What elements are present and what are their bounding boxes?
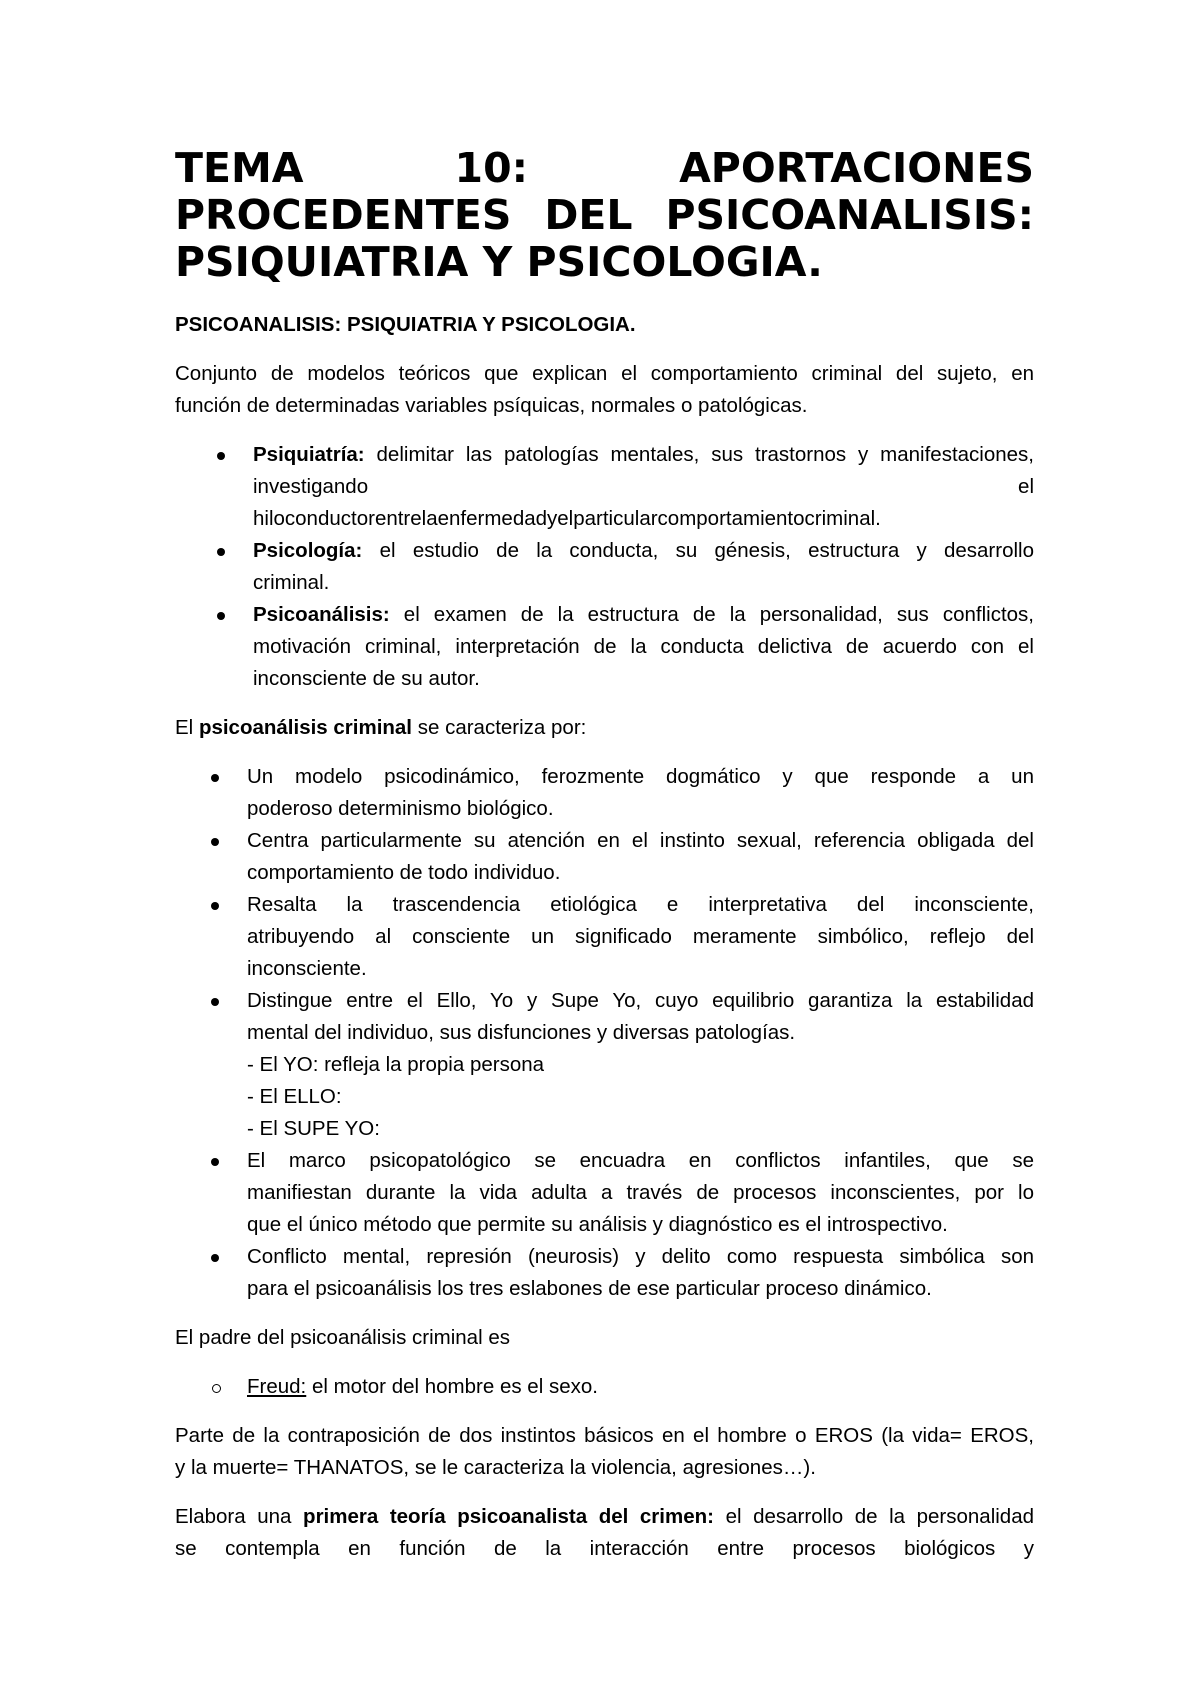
father-text: el motor del hombre es el sexo.: [311, 1375, 598, 1398]
circle-bullet-icon: [212, 1384, 221, 1393]
title-line: PSIQUIATRIA Y PSICOLOGIA.: [175, 238, 823, 286]
bullet-icon: [217, 452, 225, 460]
list-item: [175, 889, 1034, 985]
bold-run: primera teoría psicoanalista del crimen:: [303, 1505, 714, 1528]
paragraph-line: comportamiento de todo individuo.: [247, 861, 561, 884]
sub-line: - El SUPE YO:: [247, 1117, 380, 1140]
paragraph-line: función de determinadas variables psíquicas, normales o patológicas.: [175, 394, 808, 417]
title-line: TEMA 10: APORTACIONES: [175, 144, 1034, 192]
characteristics-list: [175, 761, 1034, 1305]
bullet-icon: [211, 998, 219, 1006]
father-intro: El padre del psicoanálisis criminal es: [175, 1326, 510, 1349]
bullet-icon: [217, 612, 225, 620]
paragraph-line: mental del individuo, sus disfunciones y diversas patologías.: [247, 1021, 796, 1044]
bullet-icon: [217, 548, 225, 556]
paragraph-line: [253, 599, 1034, 631]
theory-paragraph: [175, 1501, 1034, 1565]
list-item: [175, 1241, 1034, 1305]
page-body: [175, 145, 1034, 1565]
discipline-term: Psicoanálisis:: [253, 603, 390, 626]
paragraph-line: motivación criminal, interpretación de la conducta delictiva de acuerdo con el: [253, 635, 1034, 658]
list-item: [175, 535, 1034, 599]
paragraph-line: Centra particularmente su atención en el instinto sexual, referencia obligada del: [247, 829, 1034, 852]
text-run: se caracteriza por:: [417, 716, 587, 739]
text-run: Elabora una: [175, 1505, 292, 1528]
paragraph-line: Resalta la trascendencia etiológica e interpretativa del inconsciente,: [247, 893, 1034, 916]
paragraph-line: inconsciente.: [247, 957, 367, 980]
paragraph-line: El marco psicopatológico se encuadra en conflictos infantiles, que se: [247, 1149, 1034, 1172]
father-list: [175, 1371, 1034, 1403]
paragraph-line: Distingue entre el Ello, Yo y Supe Yo, cuyo equilibrio garantiza la estabilidad: [247, 989, 1034, 1012]
instincts-paragraph: [175, 1420, 1034, 1484]
paragraph-line: se contempla en función de la interacción entre procesos biológicos y: [175, 1537, 1034, 1560]
characteristics-intro: [175, 712, 1034, 744]
bullet-icon: [211, 1158, 219, 1166]
paragraph-line: Un modelo psicodinámico, ferozmente dogmático y que responde a un: [247, 765, 1034, 788]
paragraph-line: investigando el: [253, 475, 1034, 498]
bullet-icon: [211, 1254, 219, 1262]
document-title: [175, 145, 1034, 286]
paragraph-line: manifiestan durante la vida adulta a través de procesos inconscientes, por lo: [247, 1181, 1034, 1204]
paragraph-line: y la muerte= THANATOS, se le caracteriza la violencia, agresiones…).: [175, 1456, 816, 1479]
paragraph-line: [253, 535, 1034, 567]
sub-line: - El ELLO:: [247, 1085, 342, 1108]
bullet-icon: [211, 774, 219, 782]
intro-paragraph: [175, 358, 1034, 422]
list-item: [175, 985, 1034, 1145]
bullet-icon: [211, 838, 219, 846]
list-item: [175, 1371, 1034, 1403]
list-item: [175, 825, 1034, 889]
disciplines-list: [175, 439, 1034, 695]
father-name: Freud:: [247, 1375, 307, 1398]
text-run: El: [175, 716, 194, 739]
paragraph-line: inconsciente de su autor.: [253, 667, 480, 690]
sub-line: - El YO: refleja la propia persona: [247, 1053, 545, 1076]
list-item: [175, 1145, 1034, 1241]
discipline-text: el estudio de la conducta, su génesis, estructura y desarrollo: [379, 539, 1034, 562]
paragraph-line: criminal.: [253, 571, 330, 594]
paragraph-line: atribuyendo al consciente un significado meramente simbólico, reflejo del: [247, 925, 1034, 948]
section-heading: PSICOANALISIS: PSIQUIATRIA Y PSICOLOGIA.: [175, 313, 636, 336]
discipline-text: delimitar las patologías mentales, sus trastornos y manifestaciones,: [376, 443, 1034, 466]
paragraph-line: [175, 1501, 1034, 1533]
paragraph-line: Conjunto de modelos teóricos que explican el comportamiento criminal del sujeto, en: [175, 362, 1034, 385]
list-item: [175, 761, 1034, 825]
bold-run: psicoanálisis criminal: [198, 716, 413, 739]
discipline-text: el examen de la estructura de la personalidad, sus conflictos,: [403, 603, 1034, 626]
paragraph-line: para el psicoanálisis los tres eslabones de ese particular proceso dinámico.: [247, 1277, 932, 1300]
text-run: el desarrollo de la personalidad: [725, 1505, 1035, 1528]
discipline-term: Psicología:: [253, 539, 363, 562]
paragraph-line: Conflicto mental, represión (neurosis) y delito como respuesta simbólica son: [247, 1245, 1034, 1268]
paragraph-line: Parte de la contraposición de dos instintos básicos en el hombre o EROS (la vida= EROS,: [175, 1424, 1034, 1447]
paragraph-line: [253, 439, 1034, 471]
bullet-icon: [211, 902, 219, 910]
title-line: PROCEDENTES DEL PSICOANALISIS:: [175, 191, 1034, 239]
list-item: [175, 439, 1034, 535]
paragraph-line: poderoso determinismo biológico.: [247, 797, 554, 820]
list-item: [175, 599, 1034, 695]
discipline-term: Psiquiatría:: [253, 443, 365, 466]
paragraph-line: hiloconductorentrelaenfermedadyelparticularcomportamientocriminal.: [253, 507, 881, 530]
paragraph-line: que el único método que permite su análisis y diagnóstico es el introspectivo.: [247, 1213, 948, 1236]
